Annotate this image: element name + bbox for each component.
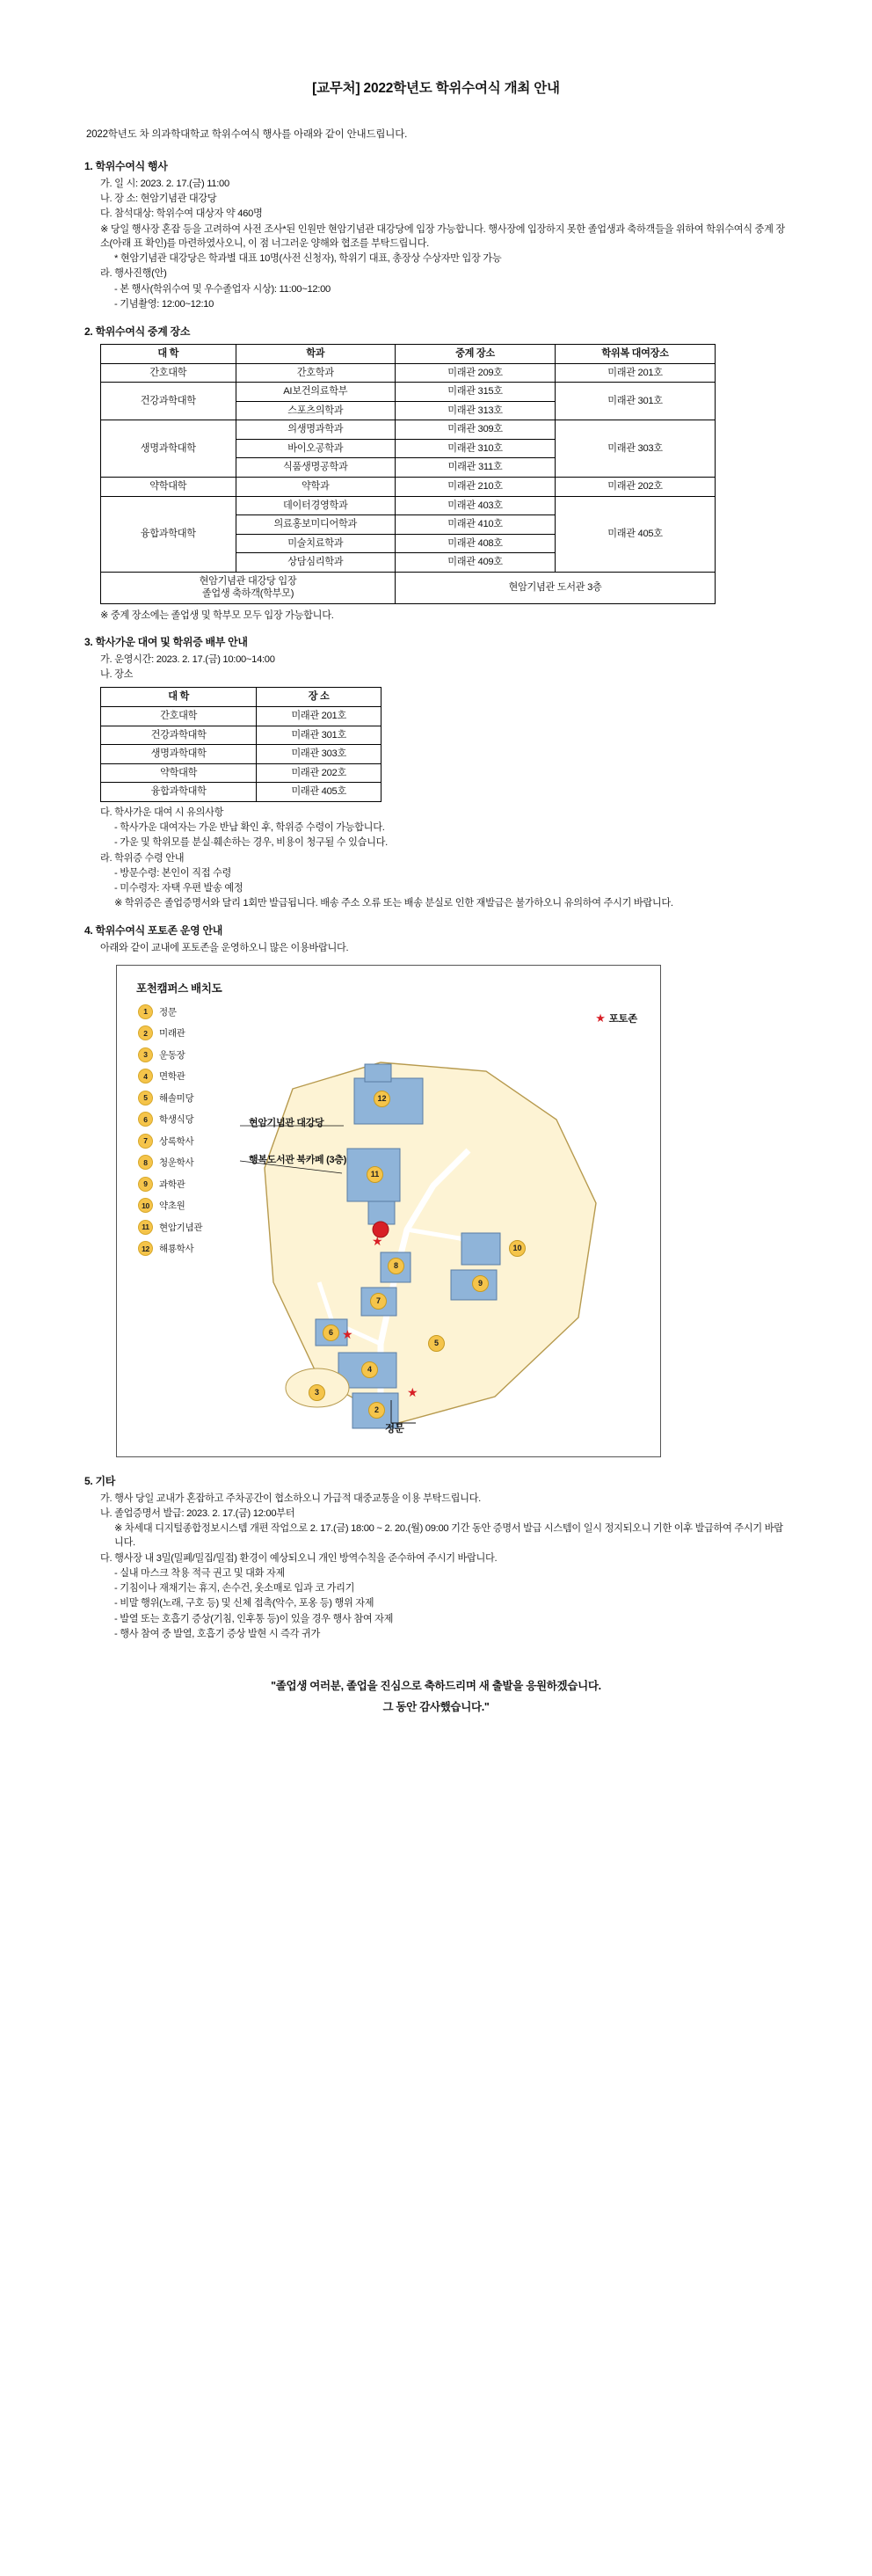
cell-college: 융합과학대학 [101, 496, 236, 572]
table-row [101, 707, 382, 726]
section-1-heading: 1. 학위수여식 행사 [84, 160, 168, 172]
section-5-line: - 행사 참여 중 발열, 호흡기 증상 발현 시 즉각 귀가 [114, 1628, 320, 1639]
table-row [101, 763, 382, 783]
col-relay-venue: 중계 장소 [396, 345, 556, 364]
cell-department: 간호학과 [236, 363, 395, 383]
table-header-row [101, 345, 716, 364]
cell-gown-venue: 미래관 303호 [556, 420, 716, 478]
cell-department: 식품생명공학과 [236, 458, 395, 478]
cell-gown-venue: 미래관 201호 [556, 363, 716, 383]
cell-college: 간호대학 [101, 363, 236, 383]
map-legend-label: 미래관 [159, 1028, 185, 1040]
footer-entry-label: 현암기념관 대강당 입장 졸업생 축하객(학부모) [101, 572, 396, 603]
cell-relay-venue: 미래관 408호 [396, 534, 556, 553]
section-5-line: - 기침이나 재채기는 휴지, 손수건, 옷소매로 입과 코 가리기 [114, 1583, 355, 1594]
map-legend-number: 1 [138, 1004, 153, 1019]
cell-gown-venue: 미래관 405호 [556, 496, 716, 572]
table-row [101, 496, 716, 515]
col-location: 장 소 [257, 688, 382, 707]
cell-department: 의료홍보미디어학과 [236, 515, 395, 535]
section-5-line: 나. 졸업증명서 발급: 2023. 2. 17.(금) 12:00부터 [100, 1507, 295, 1519]
table-row [101, 783, 382, 802]
map-marker-9: 9 [472, 1275, 489, 1292]
section-4-line: 아래와 같이 교내에 포토존을 운영하오니 많은 이용바랍니다. [100, 943, 349, 954]
cell-relay-venue: 미래관 310호 [396, 439, 556, 458]
closing-line-1: "졸업생 여러분, 졸업을 진심으로 축하드리며 새 출발을 응원하겠습니다. [271, 1680, 601, 1693]
closing-message [84, 1676, 788, 1719]
map-legend-number: 3 [138, 1047, 153, 1062]
cell-department: AI보건의료학부 [236, 383, 395, 402]
section-3-line: - 방문수령: 본인이 직접 수령 [114, 867, 232, 879]
section-5-heading: 5. 기타 [84, 1474, 116, 1487]
map-legend-number: 5 [138, 1091, 153, 1106]
section-1-line: 다. 참석대상: 학위수여 대상자 약 460명 [100, 208, 263, 220]
cell-college: 약학대학 [101, 478, 236, 497]
section-5-line: - 실내 마스크 착용 적극 권고 및 대화 자제 [114, 1567, 286, 1579]
map-marker-7: 7 [370, 1293, 387, 1310]
cell-gown-venue: 미래관 301호 [556, 383, 716, 420]
photozone-star-1: ★ [372, 1233, 383, 1248]
star-icon: ★ [595, 1011, 606, 1025]
section-5-line: 다. 행사장 내 3밀(밀폐/밀집/밀접) 환경이 예상되오니 개인 방역수칙을 준수하여 주시기 바랍니다. [100, 1552, 498, 1564]
section-5-line: 가. 행사 당일 교내가 혼잡하고 주차공간이 협소하오니 가급적 대중교통을 이용 부탁드립니다. [100, 1492, 481, 1504]
cell-relay-venue: 미래관 311호 [396, 458, 556, 478]
map-legend-number: 9 [138, 1177, 153, 1192]
section-1 [84, 158, 788, 311]
photozone-label-text: 포토존 [608, 1013, 637, 1025]
map-legend-label: 해솔미당 [159, 1092, 194, 1104]
section-3-heading: 3. 학사가운 대여 및 학위증 배부 안내 [84, 635, 248, 648]
cell-college: 건강과학대학 [101, 726, 257, 745]
section-3 [84, 634, 788, 910]
cell-location: 미래관 405호 [257, 783, 382, 802]
relay-venue-table [100, 344, 716, 604]
col-department: 학과 [236, 345, 395, 364]
map-marker-12: 12 [374, 1091, 390, 1107]
section-1-line: 가. 일 시: 2023. 2. 17.(금) 11:00 [100, 179, 229, 189]
map-marker-2: 2 [368, 1402, 385, 1419]
section-1-schedule-item: - 본 행사(학위수여 및 우수졸업자 시상): 11:00~12:00 [114, 283, 331, 295]
section-1-note: * 현암기념관 대강당은 학과별 대표 10명(사전 신청자), 학위기 대표, 총장상 수상자만 입장 가능 [114, 253, 502, 265]
map-marker-5: 5 [428, 1335, 445, 1352]
callout-library-cafe: 행복도서관 북카페 (3층) [249, 1154, 346, 1165]
section-3-line: 다. 학사가운 대여 시 유의사항 [100, 806, 224, 818]
cell-college: 융합과학대학 [101, 783, 257, 802]
cell-department: 바이오공학과 [236, 439, 395, 458]
building-12b [365, 1064, 391, 1082]
map-legend-label: 운동장 [159, 1049, 185, 1061]
map-legend-label: 면학관 [159, 1071, 185, 1083]
section-3-line: 라. 학위증 수령 안내 [100, 852, 185, 864]
cell-college: 건강과학대학 [101, 383, 236, 420]
section-1-schedule-item: - 기념촬영: 12:00~12:10 [114, 298, 214, 310]
section-3-line: - 미수령자: 자택 우편 발송 예정 [114, 883, 243, 894]
map-legend-number: 11 [138, 1220, 153, 1235]
cell-department: 상담심리학과 [236, 553, 395, 573]
map-legend-number: 2 [138, 1025, 153, 1040]
cell-location: 미래관 202호 [257, 763, 382, 783]
gown-location-table [100, 687, 382, 801]
cell-relay-venue: 미래관 313호 [396, 401, 556, 420]
table-row [101, 478, 716, 497]
map-legend-label: 상록학사 [159, 1135, 194, 1147]
cell-relay-venue: 미래관 210호 [396, 478, 556, 497]
cell-college: 약학대학 [101, 763, 257, 783]
cell-college: 생명과학대학 [101, 745, 257, 764]
section-3-line: ※ 학위증은 졸업증명서와 달리 1회만 발급됩니다. 배송 주소 오류 또는 배송 분실로 인한 재발급은 불가하오니 유의하여 주시기 바랍니다. [114, 898, 673, 909]
cell-relay-venue: 미래관 409호 [396, 553, 556, 573]
section-3-line: - 가운 및 학위모를 분실·훼손하는 경우, 비용이 청구될 수 있습니다. [114, 837, 388, 849]
map-marker-10: 10 [509, 1240, 526, 1257]
cell-location: 미래관 301호 [257, 726, 382, 745]
cell-relay-venue: 미래관 403호 [396, 496, 556, 515]
table-footer-row [101, 572, 716, 603]
section-1-line: 나. 장 소: 현암기념관 대강당 [100, 193, 217, 205]
photozone-star-2: ★ [342, 1326, 353, 1341]
map-marker-8: 8 [388, 1258, 404, 1274]
cell-college: 생명과학대학 [101, 420, 236, 478]
photozone-star-3: ★ [407, 1384, 418, 1399]
page-title: [교무처] 2022학년도 학위수여식 개최 안내 [312, 81, 560, 96]
table-row [101, 383, 716, 402]
section-1-note: ※ 당일 행사장 혼잡 등을 고려하여 사전 조사*된 인원만 현암기념관 대강당에 입장 가능합니다. 행사장에 입장하지 못한 졸업생과 축하객들을 위하여 학위수여식 중계 장소(아래 표 확인)를 마련하였사오니, 이 점 너그러운 양해와 협조를 부탁드립니다. [100, 223, 785, 249]
map-legend-number: 4 [138, 1069, 153, 1084]
table-row [101, 745, 382, 764]
map-marker-4: 4 [361, 1361, 378, 1378]
col-college: 대 학 [101, 345, 236, 364]
closing-line-2: 그 동안 감사했습니다." [382, 1700, 490, 1713]
map-legend-label: 정문 [159, 1006, 177, 1018]
map-legend-number: 12 [138, 1241, 153, 1256]
cell-gown-venue: 미래관 202호 [556, 478, 716, 497]
map-marker-6: 6 [323, 1324, 339, 1341]
map-legend-number: 7 [138, 1134, 153, 1149]
campus-map [116, 965, 661, 1457]
map-marker-3: 3 [309, 1384, 325, 1401]
cell-department: 스포츠의학과 [236, 401, 395, 420]
map-legend-number: 10 [138, 1198, 153, 1213]
building-10 [461, 1233, 500, 1265]
map-legend-label: 과학관 [159, 1179, 185, 1190]
footer-entry-venue: 현암기념관 도서관 3층 [396, 572, 716, 603]
section-3-line: 나. 장소 [100, 669, 134, 681]
col-gown-venue: 학위복 대여장소 [556, 345, 716, 364]
section-5-line: ※ 차세대 디지털종합정보시스템 개편 작업으로 2. 17.(금) 18:00 ~ 2. 20.(월) 09:00 기간 동안 증명서 발급 시스템이 일시 정지되오니 기한 이후 발급하여 주시기 바랍니다. [114, 1523, 783, 1549]
table-row [101, 420, 716, 440]
map-marker-11: 11 [367, 1166, 383, 1183]
cell-department: 의생명과학과 [236, 420, 395, 440]
cell-relay-venue: 미래관 410호 [396, 515, 556, 535]
section-4-heading: 4. 학위수여식 포토존 운영 안내 [84, 924, 223, 938]
map-legend-label: 학생식당 [159, 1114, 194, 1126]
section-2 [84, 324, 788, 622]
cell-location: 미래관 303호 [257, 745, 382, 764]
cell-college: 간호대학 [101, 707, 257, 726]
map-graphic [117, 966, 660, 1456]
building-11b [368, 1201, 395, 1224]
cell-relay-venue: 미래관 209호 [396, 363, 556, 383]
intro-paragraph: 2022학년도 차 의과학대학교 학위수여식 행사를 아래와 같이 안내드립니다. [86, 129, 408, 140]
table-header-row [101, 688, 382, 707]
section-4 [84, 923, 788, 1456]
table-row [101, 363, 716, 383]
section-3-line: 가. 운영시간: 2023. 2. 17.(금) 10:00~14:00 [100, 653, 275, 665]
section-3-line: - 학사가운 대여자는 가운 반납 확인 후, 학위증 수령이 가능합니다. [114, 822, 385, 834]
map-legend-label: 청운학사 [159, 1157, 194, 1169]
section-1-schedule-label: 라. 행사진행(안) [100, 268, 167, 280]
section-5-line: - 발열 또는 호흡기 증상(기침, 인후통 등)이 있을 경우 행사 참여 자제 [114, 1613, 394, 1624]
section-5-line: - 비말 행위(노래, 구호 등) 및 신체 접촉(악수, 포옹 등) 행위 자제 [114, 1598, 374, 1609]
map-legend-label: 해룡학사 [159, 1244, 194, 1255]
map-title: 포천캠퍼스 배치도 [136, 982, 222, 995]
cell-relay-venue: 미래관 315호 [396, 383, 556, 402]
map-legend-label: 현암기념관 [159, 1222, 203, 1233]
section-2-note: ※ 중계 장소에는 졸업생 및 학부모 모두 입장 가능합니다. [100, 609, 334, 621]
cell-department: 약학과 [236, 478, 395, 497]
map-legend-number: 8 [138, 1155, 153, 1170]
cell-location: 미래관 201호 [257, 707, 382, 726]
cell-department: 미술치료학과 [236, 534, 395, 553]
map-legend-number: 6 [138, 1112, 153, 1127]
table-row [101, 726, 382, 745]
cell-department: 데이터경영학과 [236, 496, 395, 515]
map-legend-label: 약초원 [159, 1200, 185, 1212]
cell-relay-venue: 미래관 309호 [396, 420, 556, 440]
main-gate-label: 정문 [385, 1423, 404, 1434]
col-college: 대 학 [101, 688, 257, 707]
section-5 [84, 1473, 788, 1641]
section-2-heading: 2. 학위수여식 중계 장소 [84, 325, 191, 339]
callout-hyeonam-hall: 현암기념관 대강당 [249, 1117, 324, 1128]
